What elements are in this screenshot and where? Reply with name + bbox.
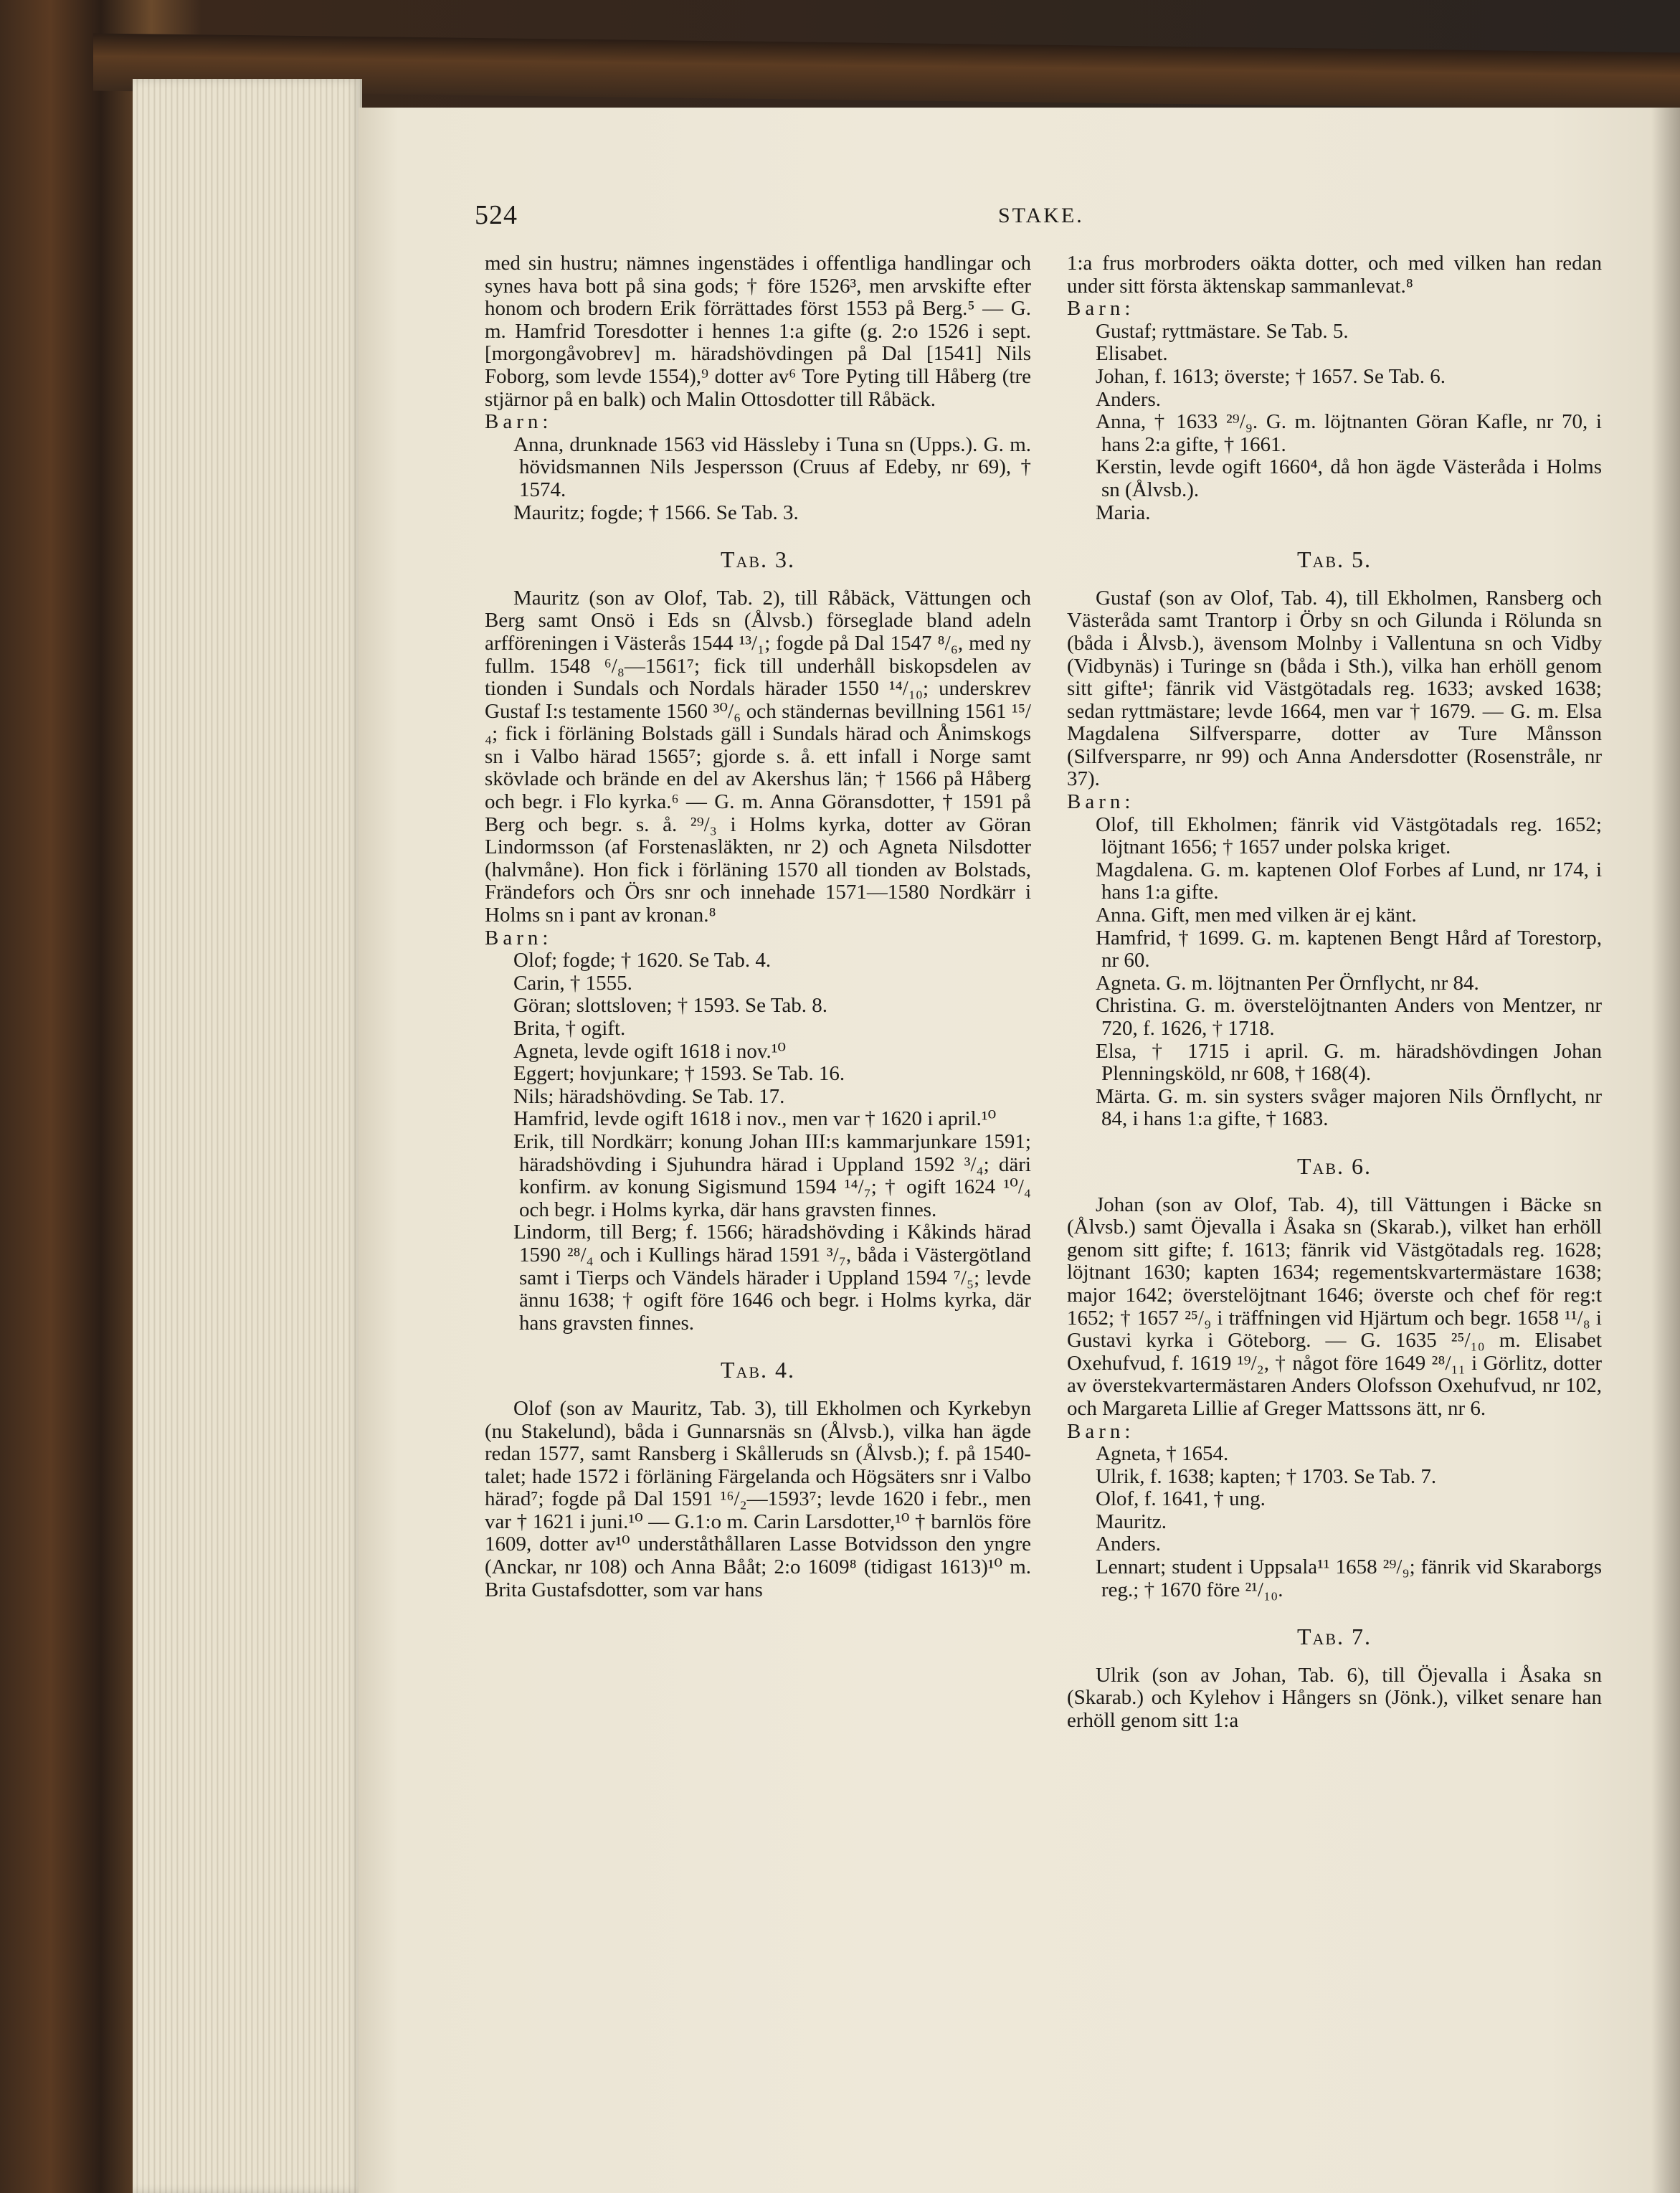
child-entry: Märta. G. m. sin systers svåger majoren Nils Örnflycht, nr 84, i hans 1:a gifte, † 1683. — [1096, 1084, 1602, 1131]
tab-heading: Tab. 5. — [1296, 546, 1372, 573]
page-gutter-shadow — [1651, 108, 1680, 2193]
child-entry: Lennart; student i Uppsala¹¹ 1658 ²⁹/₉; fänrik vid Skaraborgs reg.; † 1670 före ²¹/₁₀. — [1096, 1555, 1602, 1601]
child-entry: Maria. — [1096, 501, 1151, 524]
child-entry: Anna. Gift, men med vilken är ej känt. — [1096, 904, 1417, 927]
barn-label: Barn: — [1067, 297, 1135, 321]
child-entry: Hamfrid, levde ogift 1618 i nov., men var † 1620 i april.¹⁰ — [513, 1107, 997, 1131]
child-entry: Elisabet. — [1096, 342, 1168, 366]
running-header — [475, 199, 1608, 235]
child-entry: Lindorm, till Berg; f. 1566; häradshövding i Kåkinds härad 1590 ²⁸/₄ och i Kullings härad 1591 ³/₇, båda i Västergötland samt i Tierps och Vändels härader i Uppland 1594 ⁷/₅; levde ännu 1638; † ogift före 1646 och begr. i Holms kyrka, där hans gravsten finnes. — [513, 1221, 1031, 1335]
child-entry: Magdalena. G. m. kaptenen Olof Forbes af Lund, nr 174, i hans 1:a gifte. — [1096, 858, 1602, 904]
right-column — [1067, 252, 1602, 1733]
child-entry: Hamfrid, † 1699. G. m. kaptenen Bengt Hård af Torestorp, nr 60. — [1096, 926, 1602, 972]
child-entry: Anna, drunknade 1563 vid Hässleby i Tuna sn (Upps.). G. m. hövidsmannen Nils Jespersson (Cruus af Edeby, nr 69), † 1574. — [513, 432, 1031, 501]
child-entry: Christina. G. m. överstelöjtnanten Anders von Mentzer, nr 720, f. 1626, † 1718. — [1096, 994, 1602, 1040]
tab-paragraph: Olof (son av Mauritz, Tab. 3), till Ekholmen och Kyrkebyn (nu Stakelund), båda i Gunnarsnäs sn (Ålvsb.), vilka han ägde redan 1577, samt Ransberg i Skålleruds sn (Ålvsb.); f. på 1540-talet; hade 1572 i förläning Färgelanda och Högsäters snr i Valbo härad⁷; fogde på Dal 1591 ¹⁶/₂—1593⁷; levde 1620 i febr., men var † 1621 i juni.¹⁰ — G.1:o m. Carin Larsdotter,¹⁰ † barnlös före 1609, dotter av¹⁰ underståthållaren Lasse Botvidsson den yngre (Anckar, nr 108) och Anna Bååt; 2:o 1609⁸ (tidigast 1613)¹⁰ m. Brita Gustafsdotter, som var hans — [485, 1396, 1031, 1601]
tab-paragraph: Johan (son av Olof, Tab. 4), till Vättungen i Bäcke sn (Ålvsb.) samt Öjevalla i Åsaka sn (Skarab.), vilket han erhöll genom sitt gifte; f. 1613; fänrik vid Västgötadals reg. 1628; löjtnant 1630; kapten 1634; regementskvartermästare 1638; major 1642; överstelöjtnant 1646; överste och chef för reg:t 1652; † 1657 ²⁵/₉ i träffningen vid Hjärtum och begr. 1658 ¹¹/₈ i Gustavi kyrka i Göteborg. — G. 1635 ²⁵/₁₀ m. Elisabet Oxehufvud, f. 1619 ¹⁹/₂, † något före 1649 ²⁸/₁₁ i Görlitz, dotter av överstekvartermästaren Anders Olofsson Oxehufvud, nr 102, och Margareta Lillie af Greger Mattssons ätt, nr 6. — [1067, 1193, 1602, 1420]
child-entry: Johan, f. 1613; överste; † 1657. Se Tab. 6. — [1096, 364, 1446, 388]
intro-paragraph: 1:a frus morbroders oäkta dotter, och med vilken han redan under sitt första äktenskap sammanlevat.⁸ — [1067, 252, 1602, 298]
tab-heading: Tab. 3. — [720, 546, 796, 573]
child-entry: Olof; fogde; † 1620. Se Tab. 4. — [513, 949, 772, 972]
child-entry: Kerstin, levde ogift 1660⁴, då hon ägde Västeråda i Holms sn (Ålvsb.). — [1096, 455, 1602, 501]
tab-heading: Tab. 7. — [1296, 1624, 1372, 1650]
child-entry: Olof, till Ekholmen; fänrik vid Västgötadals reg. 1652; löjtnant 1656; † 1657 under polska kriget. — [1096, 813, 1602, 859]
tab-heading: Tab. 6. — [1296, 1152, 1372, 1179]
page-number: 524 — [475, 200, 518, 230]
tab-paragraph: Ulrik (son av Johan, Tab. 6), till Öjevalla i Åsaka sn (Skarab.) och Kylehov i Hångers sn (Jönk.), vilket senare han erhöll genom sitt 1:a — [1067, 1663, 1602, 1733]
child-entry: Ulrik, f. 1638; kapten; † 1703. Se Tab. 7. — [1096, 1464, 1437, 1488]
child-entry: Carin, † 1555. — [513, 971, 632, 995]
child-entry: Mauritz; fogde; † 1566. Se Tab. 3. — [513, 501, 799, 524]
child-entry: Eggert; hovjunkare; † 1593. Se Tab. 16. — [513, 1062, 845, 1086]
child-entry: Brita, † ogift. — [513, 1017, 626, 1040]
left-column — [485, 252, 1031, 1601]
tab-heading: Tab. 4. — [720, 1357, 796, 1383]
page-stack-edges — [133, 79, 362, 2193]
barn-label: Barn: — [485, 410, 553, 434]
child-entry: Anna, † 1633 ²⁹/₉. G. m. löjtnanten Göran Kafle, nr 70, i hans 2:a gifte, † 1661. — [1096, 410, 1602, 456]
child-entry: Agneta, † 1654. — [1096, 1442, 1229, 1466]
child-entry: Nils; häradshövding. Se Tab. 17. — [513, 1084, 785, 1108]
child-entry: Agneta. G. m. löjtnanten Per Örnflycht, nr 84. — [1096, 971, 1479, 995]
barn-label: Barn: — [1067, 790, 1135, 814]
barn-label: Barn: — [485, 926, 553, 949]
child-entry: Agneta, levde ogift 1618 i nov.¹⁰ — [513, 1039, 787, 1063]
child-entry: Anders. — [1096, 1533, 1162, 1556]
intro-paragraph: med sin hustru; nämnes ingenstädes i offentliga handlingar och synes hava bott på sina gods; † före 1526³, men arvskifte efter honom och brodern Erik förrättades först 1553 på Berg.⁵ — G. m. Hamfrid Toresdotter i hennes 1:a gifte (g. 2:o 1526 i sept. [morgongåvobrev] m. häradshövdingen på Dal [1541] Nils Foborg, som levde 1554),⁹ dotter av⁶ Tore Pyting till Håberg (tre stjärnor på en balk) och Malin Ottosdotter till Råbäck. — [485, 252, 1031, 411]
running-title: STAKE. — [998, 204, 1084, 227]
child-entry: Anders. — [1096, 387, 1162, 411]
tab-paragraph: Gustaf (son av Olof, Tab. 4), till Ekholmen, Ransberg och Västeråda samt Trantorp i Örby sn och Gilunda i Rölunda sn (båda i Ålvsb.), ävensom Molnby i Vallentuna sn och Vidby (Vidbynäs) i Turinge sn (båda i Sth.), vilka han erhöll genom sitt gifte¹; fänrik vid Västgötadals reg. 1633; avsked 1638; sedan ryttmästare; levde 1664, men var † 1679. — G. m. Elsa Magdalena Silfversparre, dotter av Ture Månsson (Silfversparre, nr 99) och Anna Andersdotter (Rosenstråle, nr 37). — [1067, 586, 1602, 791]
child-entry: Olof, f. 1641, † ung. — [1096, 1487, 1266, 1511]
child-entry: Elsa, † 1715 i april. G. m. häradshövdingen Johan Plenningsköld, nr 608, † 168(4). — [1096, 1039, 1602, 1086]
child-entry: Erik, till Nordkärr; konung Johan III:s kammarjunkare 1591; häradshövding i Sjuhundra härad i Uppland 1592 ³/₄; däri konfirm. av konung Sigismund 1594 ¹⁴/₇; † ogift 1624 ¹⁰/₄ och begr. i Holms kyrka, där hans gravsten finnes. — [513, 1129, 1031, 1221]
child-entry: Göran; slottsloven; † 1593. Se Tab. 8. — [513, 994, 828, 1018]
child-entry: Mauritz. — [1096, 1510, 1167, 1533]
child-entry: Gustaf; ryttmästare. Se Tab. 5. — [1096, 319, 1349, 343]
tab-paragraph: Mauritz (son av Olof, Tab. 2), till Råbäck, Vättungen och Berg samt Onsö i Eds sn (Ålvsb.) förseglade bland adeln arfföreningen i Västerås 1544 ¹³/₁; fogde på Dal 1547 ⁸/₆, med ny fullm. 1548 ⁶/₈—1561⁷; fick till underhåll biskopsdelen av tionden i Sundals och Nordals härader 1550 ¹⁴/₁₀; underskrev Gustaf I:s testamente 1560 ³⁰/₆ och ständernas bevillning 1561 ¹⁵/₄; fick i förläning Bolstads gäll i Sundals härad och Ånimskogs sn i Valbo härad 1565⁷; gjorde s. å. ett infall i Norge samt skövlade och brände en del av Akershus län; † 1566 på Håberg och begr. i Flo kyrka.⁶ — G. m. Anna Göransdotter, † 1591 på Berg och begr. s. å. ²⁹/₃ i Holms kyrka, dotter av Göran Lindormsson (af Forstenasläkten, nr 2) och Agneta Nilsdotter (halvmåne). Hon fick i förläning 1570 all tionden av Bolstads, Frändefors och Örs snr och innehade 1571—1580 Nordkärr i Holms sn i pant av kronan.⁸ — [485, 586, 1031, 927]
barn-label: Barn: — [1067, 1419, 1135, 1443]
